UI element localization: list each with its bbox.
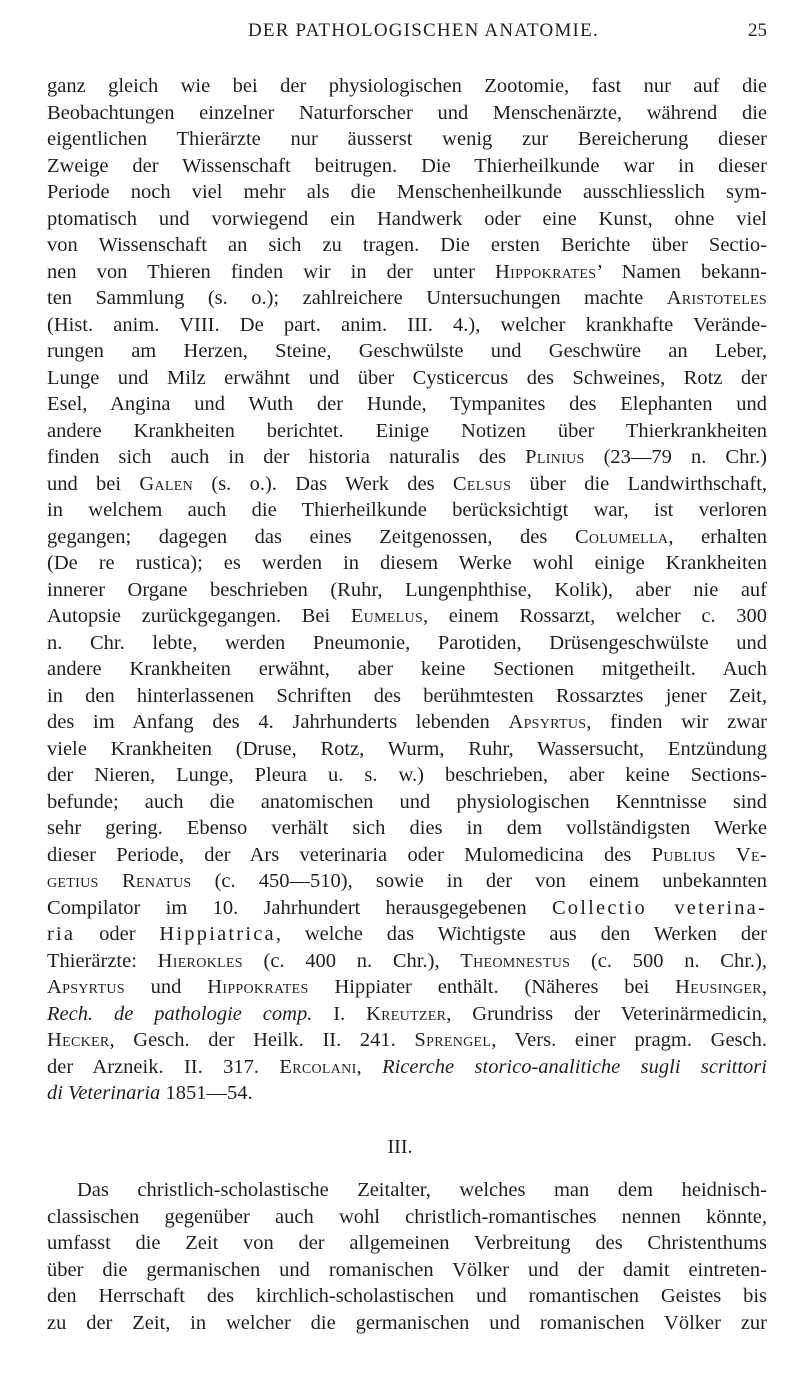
text-span: der Arzneik. II. 317.: [47, 1055, 280, 1078]
text-line: [47, 1027, 767, 1054]
text-line: [47, 471, 767, 498]
text-line: innerer Organe beschrieben (Ruhr, Lungenphthise, Kolik), aber nie auf: [47, 578, 767, 601]
text-span: , welche das Wichtigste aus den Werken der: [275, 923, 767, 945]
author-name: Ercolani: [279, 1055, 357, 1078]
paragraph-1: [47, 73, 767, 1107]
text-span: ten Sammlung (s. o.); zahlreichere Untersuchungen machte: [47, 287, 667, 309]
author-name: Galen: [139, 472, 194, 495]
text-line: in den hinterlassenen Schriften des berühmtesten Rossarztes jener Zeit,: [47, 684, 767, 707]
text-line: Das christlich-scholastische Zeitalter, welches man dem heidnisch-: [77, 1179, 767, 1201]
author-name: Celsus: [452, 472, 512, 495]
text-span: 1851—54.: [160, 1082, 253, 1104]
text-span: und: [124, 976, 208, 998]
text-line: [47, 1054, 767, 1081]
text-line: ptomatisch und vorwiegend ein Handwerk oder eine Kunst, ohne viel: [47, 207, 767, 230]
author-name: Plinius: [525, 446, 585, 468]
author-name: Heusinger: [675, 976, 762, 998]
text-span: , einem Rossarzt, welcher c. 300: [423, 605, 767, 627]
text-line: Esel, Angina und Wuth der Hunde, Tympanites des Elephanten und: [47, 393, 767, 415]
author-name: Eumelus: [350, 605, 424, 627]
text-span: , Grundriss der Veterinärmedicin,: [446, 1002, 767, 1025]
text-line: [47, 603, 767, 630]
text-line: Lunge und Milz erwähnt und über Cysticercus des Schweines, Rotz der: [47, 366, 767, 389]
text-span: des im Anfang des 4. Jahrhunderts lebenden: [47, 711, 509, 733]
text-span: (s. o.). Das Werk des: [193, 472, 453, 495]
text-line: Zweige der Wissenschaft beitrugen. Die Thierheilkunde war in dieser: [47, 154, 767, 177]
text-line: [47, 259, 767, 286]
text-span: oder: [75, 923, 160, 945]
text-span: Compilator im 10. Jahrhundert herausgegebenen: [47, 896, 552, 919]
author-name: Apsyrtus: [47, 976, 125, 998]
text-line: über die germanischen und romanischen Völker und der damit eintreten-: [47, 1258, 767, 1281]
text-span: ,: [761, 976, 767, 998]
text-line: classischen gegenüber auch wohl christlich-romantisches nennen könnte,: [47, 1205, 767, 1228]
author-name: Publius Ve-: [651, 843, 767, 866]
text-line: [47, 709, 767, 736]
running-head: DER PATHOLOGISCHEN ANATOMIE.: [248, 20, 599, 41]
text-span: Hippiater enthält. (Näheres bei: [308, 976, 676, 998]
text-span: über die Landwirthschaft,: [511, 472, 768, 495]
work-title: Hippiatrica: [159, 923, 276, 945]
work-title: ria: [47, 923, 76, 945]
text-line: [47, 868, 767, 895]
text-span: nen von Thieren finden wir in der unter: [47, 260, 496, 283]
text-line: [47, 842, 767, 869]
text-line: n. Chr. lebte, werden Pneumonie, Parotiden, Drüsengeschwülste und: [47, 631, 767, 654]
text-line: umfasst die Zeit von der allgemeinen Verbreitung des Christenthums: [47, 1232, 767, 1254]
text-line: [47, 1001, 767, 1028]
author-name: Apsyrtus: [508, 711, 587, 733]
author-name: Hierokles: [157, 949, 243, 972]
author-name: Sprengel: [414, 1029, 492, 1051]
text-span: (c. 400 n. Chr.),: [242, 949, 461, 972]
text-line: [47, 895, 767, 922]
text-span: , finden wir zwar: [586, 711, 768, 733]
text-span: I.: [312, 1002, 367, 1025]
author-name: Hippokrates: [207, 976, 309, 998]
text-span: (c. 500 n. Chr.),: [570, 949, 768, 972]
author-name: Theomnestus: [460, 949, 571, 972]
text-line: andere Krankheiten berichtet. Einige Notizen über Thierkrankheiten: [47, 419, 767, 442]
text-line: in welchem auch die Thierheilkunde berücksichtigt war, ist verloren: [47, 499, 767, 521]
text-span: ,: [356, 1055, 383, 1078]
text-line: (Hist. anim. VIII. De part. anim. III. 4.), welcher krankhafte Verände-: [47, 313, 767, 336]
text-span: und bei: [47, 472, 140, 495]
work-title: Rech. de pathologie comp.: [47, 1002, 313, 1025]
text-line: andere Krankheiten erwähnt, aber keine Sectionen mitgetheilt. Auch: [47, 658, 767, 680]
text-line: viele Krankheiten (Druse, Rotz, Wurm, Ruhr, Wassersucht, Entzündung: [47, 737, 767, 760]
text-span: Autopsie zurückgegangen. Bei: [47, 605, 351, 627]
text-span: (c. 450—510), sowie in der von einem unbekannten: [191, 870, 767, 892]
text-span: Thierärzte:: [47, 949, 158, 972]
text-span: gegangen; dagegen das eines Zeitgenossen, des: [47, 525, 575, 548]
author-name: Kreutzer: [366, 1002, 447, 1025]
author-name: Aristoteles: [666, 287, 767, 309]
text-line: sehr gering. Ebenso verhält sich dies in dem vollständigsten Werke: [47, 817, 767, 839]
author-name: Columella: [574, 525, 669, 548]
author-name: getius Renatus: [47, 870, 192, 892]
text-span: ’ Namen bekann-: [596, 260, 767, 283]
text-line: [47, 444, 767, 471]
text-line: [47, 974, 767, 1001]
text-line: rungen am Herzen, Steine, Geschwülste und Geschwüre an Leber,: [47, 340, 767, 362]
text-span: dieser Periode, der Ars veterinaria oder Mulomedicina des: [47, 843, 652, 866]
text-line: ganz gleich wie bei der physiologischen Zootomie, fast nur auf die: [47, 75, 767, 97]
text-line: [47, 948, 767, 975]
text-line: der Nieren, Lunge, Pleura u. s. w.) beschrieben, aber keine Sections-: [47, 764, 767, 786]
text-line: [47, 1080, 767, 1107]
text-span: , erhalten: [668, 525, 768, 548]
text-line: den Herrschaft des kirchlich-scholastischen und romantischen Geistes bis: [47, 1285, 767, 1307]
text-line: Periode noch viel mehr als die Menschenheilkunde ausschliesslich sym-: [47, 181, 767, 203]
paragraph-2: [47, 1177, 767, 1336]
text-line: (De re rustica); es werden in diesem Werke wohl einige Krankheiten: [47, 552, 767, 574]
text-span: finden sich auch in der historia naturalis des: [47, 446, 526, 468]
text-line: zu der Zeit, in welcher die germanischen und romanischen Völker zur: [47, 1311, 767, 1334]
text-line: [47, 524, 767, 551]
text-line: befunde; auch die anatomischen und physiologischen Kenntnisse sind: [47, 790, 767, 813]
work-title: Collectio veterina-: [551, 896, 768, 919]
text-line: Beobachtungen einzelner Naturforscher und Menschenärzte, während die: [47, 101, 767, 124]
text-line: [47, 921, 767, 948]
author-name: Hippokrates: [495, 260, 597, 283]
text-line: von Wissenschaft an sich zu tragen. Die ersten Berichte über Sectio-: [47, 234, 767, 256]
text-span: , Vers. einer pragm. Gesch.: [491, 1029, 767, 1051]
text-line: [47, 285, 767, 312]
work-title: Ricerche storico-analitiche sugli scrittori: [382, 1055, 767, 1078]
author-name: Hecker: [47, 1029, 110, 1051]
text-line: eigentlichen Thierärzte nur äusserst wenig zur Bereicherung dieser: [47, 128, 767, 150]
section-number: III.: [387, 1136, 413, 1158]
page-number: 25: [748, 20, 767, 41]
text-span: (23—79 n. Chr.): [584, 446, 767, 468]
work-title: di Veterinaria: [47, 1082, 161, 1104]
text-span: , Gesch. der Heilk. II. 241.: [109, 1029, 415, 1051]
